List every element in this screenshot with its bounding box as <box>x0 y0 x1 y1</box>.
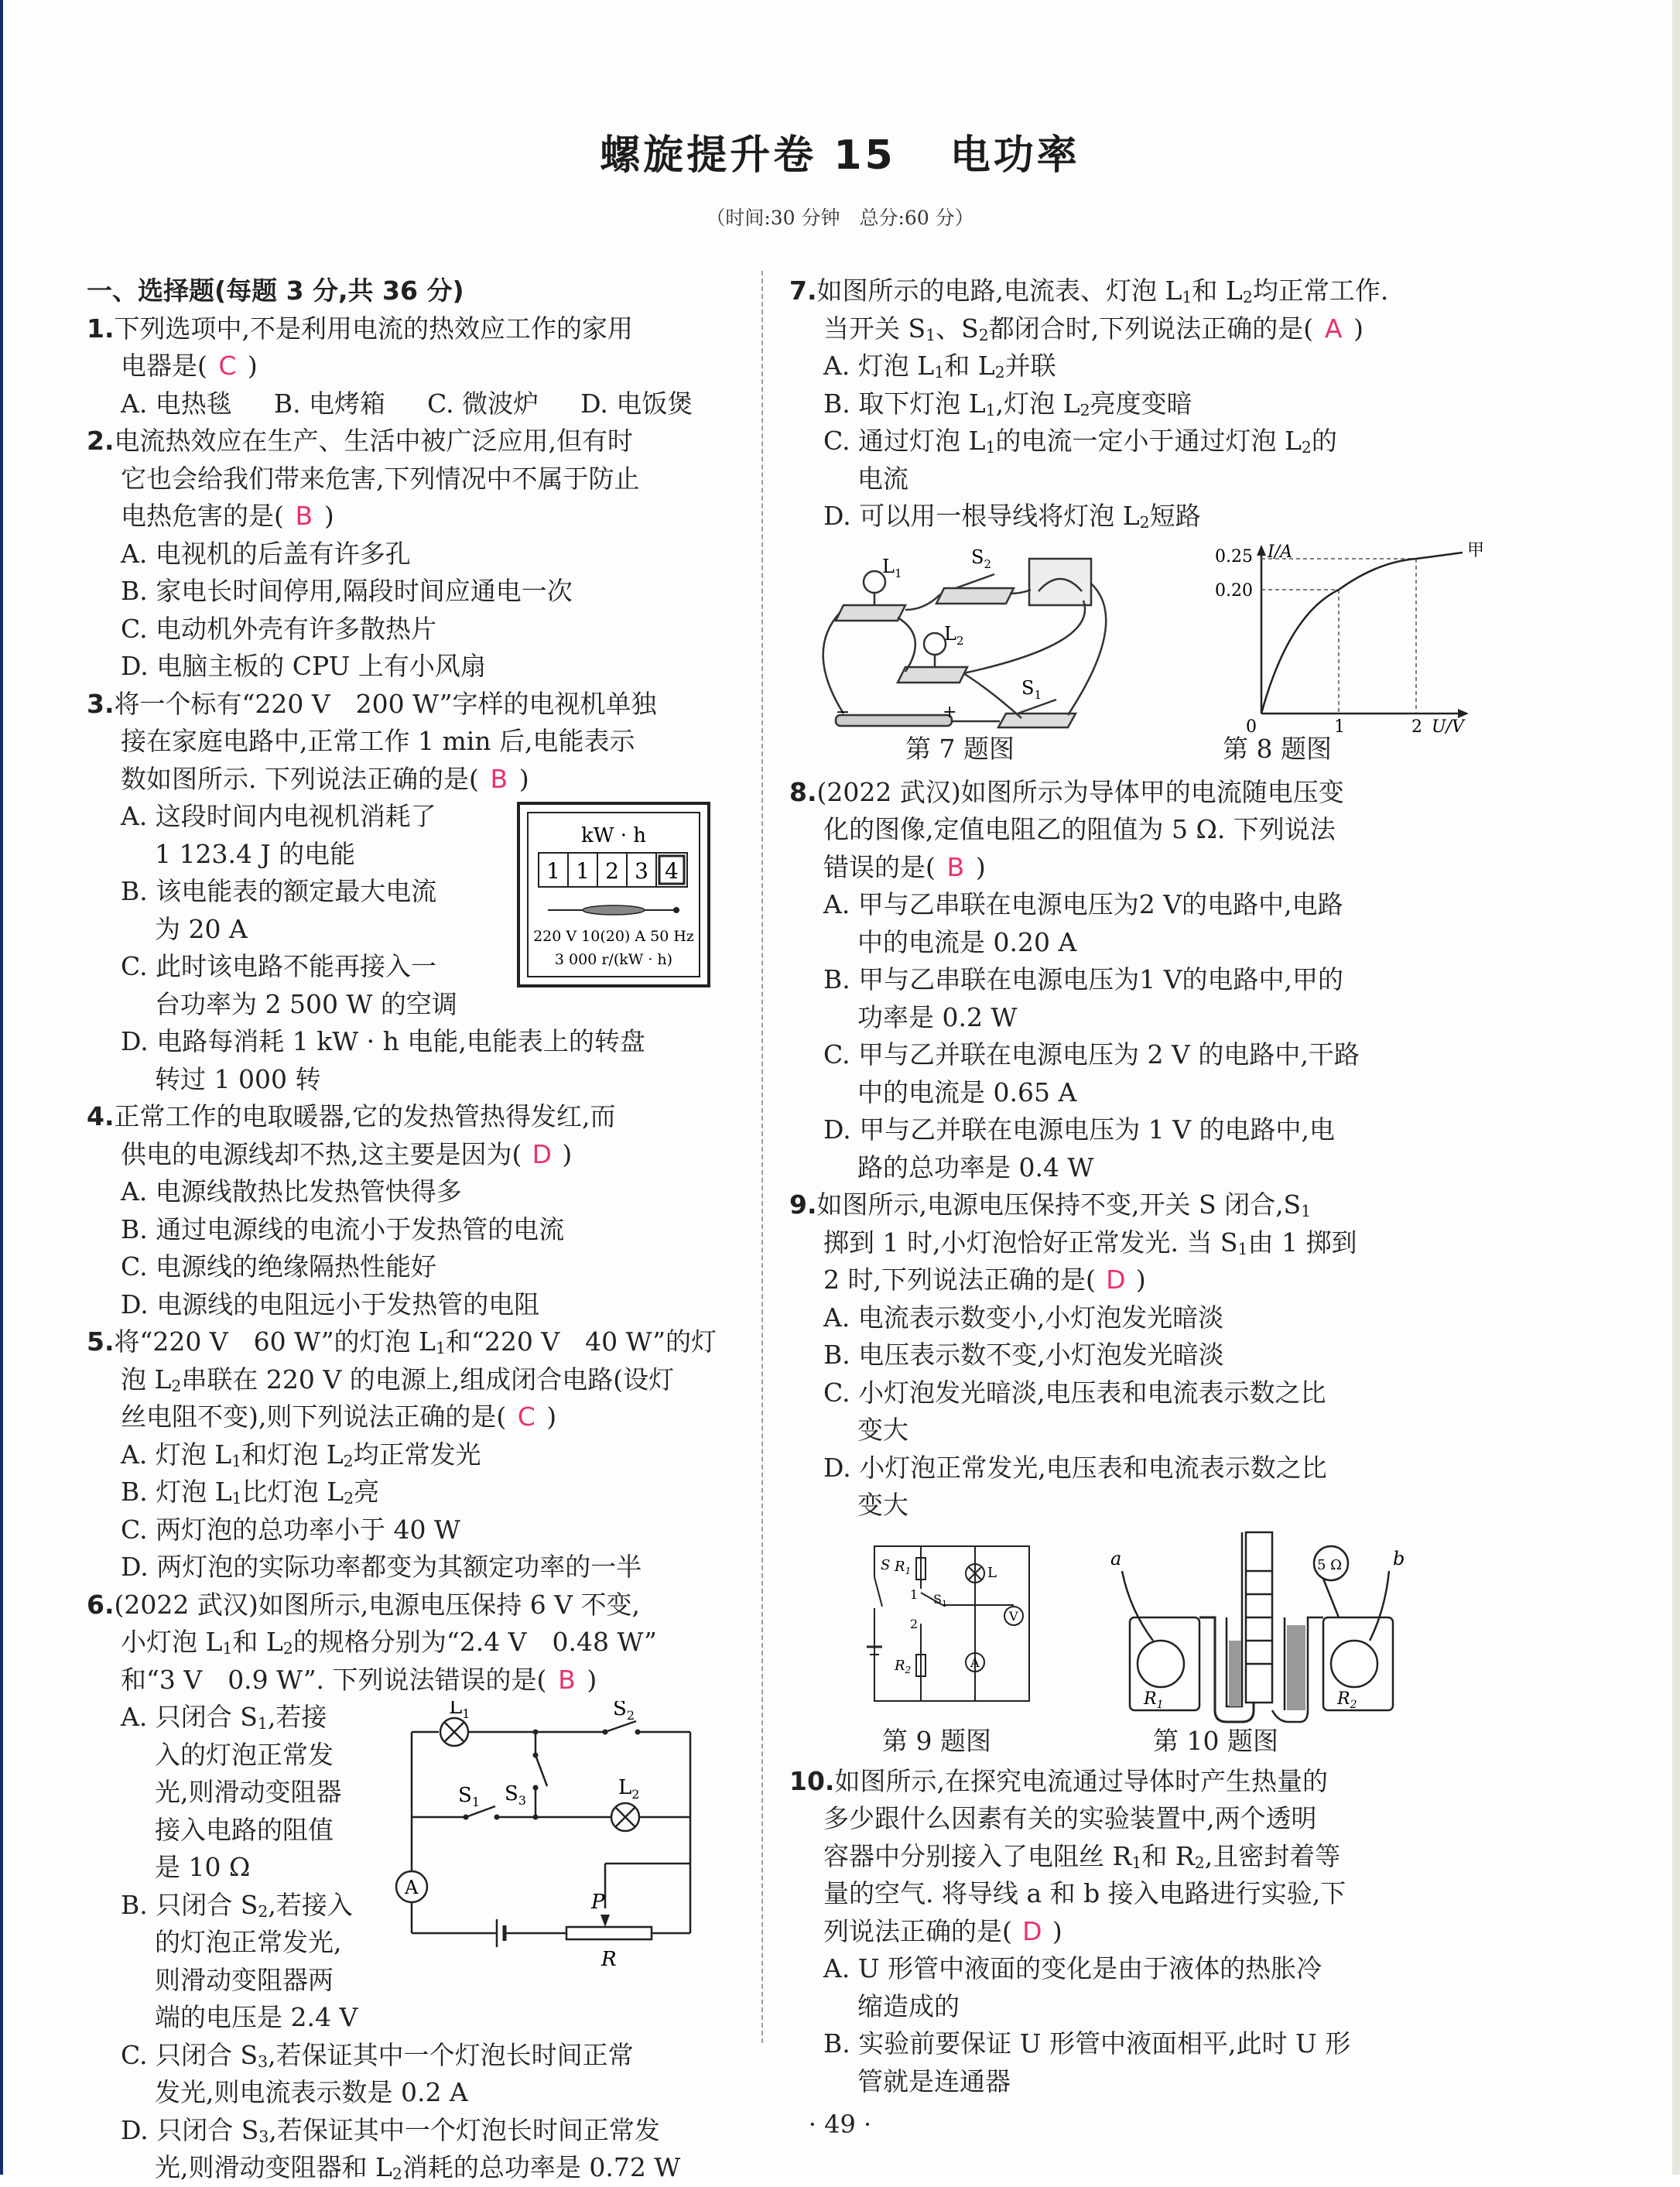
meter-digit: 3 <box>635 857 648 884</box>
origin-label: 0 <box>1246 717 1257 737</box>
label-L2: $L_2$ <box>618 1775 640 1802</box>
label-S1: $S_1$ <box>458 1783 480 1809</box>
label-P: P <box>591 1890 605 1914</box>
fig8-caption: 第 8 题图 <box>1223 733 1332 764</box>
x-tick-label: 2 <box>1411 717 1422 737</box>
fig7-label-S1: $S_1$ <box>1021 676 1042 702</box>
fig10-label-R1: $R_1$ <box>1144 1689 1164 1711</box>
meter-digit: 2 <box>605 857 619 884</box>
question-2: 2.电流热效应在生产、生活中被广泛应用,但有时 它也会给我们带来危害,下列情况中不属于防止 电热危害的是( B ) A. 电视机的后盖有许多孔 B. 家电长时间停用,隔段时间应通电一次 C. 电动机外壳有许多散热片 D. 电脑主板的 CPU 上有小风扇 <box>87 426 640 681</box>
figures-7-8 <box>789 536 1571 774</box>
fig8-chart <box>1207 536 1486 737</box>
battery-minus: − <box>836 702 850 722</box>
y-tick-label: 0.25 <box>1215 546 1253 566</box>
label-L1: $L_1$ <box>449 1700 470 1721</box>
fig10-label-b: b <box>1393 1547 1405 1569</box>
fig9-caption: 第 9 题图 <box>882 1725 991 1756</box>
column-divider <box>761 271 763 2043</box>
question-5: 5.将“220 V 60 W”的灯泡 $L_1$和“220 V 40 W”的灯 泡 $L_2$串联在 220 V 的电源上,组成闭合电路(设灯 丝电阻不变),则下列说法正确的是( C ) A. 灯泡 $L_1$和灯泡 $L_2$均正常发光 B. 灯泡 $L_1$比灯泡 $L_2$亮 C. 两灯泡的总功率小于 40 W D. 两灯泡的实际功率都变为其额定功率的一半 <box>87 1326 717 1582</box>
energy-meter-figure <box>517 802 710 987</box>
fig7-label-L2: $L_2$ <box>944 622 964 648</box>
page-title: 螺旋提升卷 15 电功率 <box>600 132 1080 179</box>
answer-9: D <box>1106 1265 1126 1295</box>
ammeter-icon: A <box>405 1876 419 1898</box>
question-6: 6.(2022 武汉)如图所示,电源电压保持 6 V 不变, 小灯泡 $L_1$和 $L_2$的规格分别为“2.4 V 0.48 W” 和“3 V 0.9 W”. 下列说法错误的是( B ) A. 只闭合 $S_1$,若接 入的灯泡正常发 光,则滑动变阻器 接入电路的阻值 是 10 Ω B. 只闭合 $S_2$,若接入 的灯泡正常发光, 则滑动变阻器两 端的电压是 2.4 V C. 只闭合 $S_3$,若保证其中一个灯泡长时间正常 发光,则电流表示数是 0.2 A D. 只闭合 $S_3$,若保证其中一个灯泡长时间正常发 光,则滑动变阻器和 $L_2$消耗的总功率是 0.72 W $L_1$ $S_2$ $S_1$ $S_3$ $L_2$ A P R <box>87 1586 744 2187</box>
fig10-label-R2: $R_2$ <box>1337 1689 1357 1711</box>
series-line-甲 <box>1261 553 1463 714</box>
meter-revs: 3 000 r/(kW · h) <box>554 950 673 968</box>
fig10-label-a: a <box>1110 1547 1122 1569</box>
answer-10: D <box>1022 1915 1042 1946</box>
fig9-label-2: 2 <box>910 1616 919 1631</box>
voltmeter-icon: V <box>1009 1608 1018 1624</box>
fig10-liquid-right <box>1287 1625 1305 1710</box>
right-column <box>789 272 1571 2100</box>
fig9-label-R1: $R_1$ <box>895 1558 912 1576</box>
fig9-circuit-drawing <box>859 1531 1045 1716</box>
label-S3: $S_3$ <box>505 1781 526 1808</box>
question-10: 10.如图所示,在探究电流通过导体时产生热量的 多少跟什么因素有关的实验装置中,两个透明 容器中分别接入了电阻丝 $R_1$和 $R_2$,且密封着等 量的空气. 将导线 a 和 b 接入电路进行实验,下 列说法正确的是( D ) A. U 形管中液面的变化是由于液体的热胀冷 缩造成的 B. 实验前要保证 U 形管中液面相平,此时 U 形 管就是连通器 <box>789 1765 1351 2096</box>
y-tick-label: 0.20 <box>1215 580 1253 601</box>
fig10-label-5ohm: 5 Ω <box>1317 1556 1343 1573</box>
meter-unit: kW · h <box>580 823 647 847</box>
y-axis-label: I/A <box>1268 542 1292 562</box>
fig7-caption: 第 7 题图 <box>905 733 1015 764</box>
fig9-label-S: S <box>881 1556 891 1573</box>
page-edge-shadow <box>1672 0 1680 2175</box>
guide-lines <box>1261 559 1416 714</box>
meter-digit: 1 <box>576 857 590 884</box>
fig9-label-S1: $S_1$ <box>933 1591 947 1609</box>
section-heading: 一、选择题(每题 3 分,共 36 分) <box>87 276 464 306</box>
series-label-甲: 甲 <box>1467 540 1485 560</box>
answer-6: B <box>558 1664 576 1695</box>
figures-9-10 <box>789 1525 1571 1763</box>
meter-digit: 4 <box>665 857 679 884</box>
q6-circuit-figure <box>388 1701 713 2003</box>
label-R: R <box>601 1947 617 1971</box>
exam-meta: （时间:30 分钟 总分:60 分） <box>706 207 974 229</box>
meter-spec: 220 V 10(20) A 50 Hz <box>533 927 694 945</box>
binding-spine <box>0 0 3 2175</box>
meter-digit: 1 <box>546 857 560 884</box>
ammeter-icon: A <box>970 1655 980 1670</box>
answer-7: A <box>1324 313 1343 344</box>
fig9-label-1: 1 <box>910 1586 919 1602</box>
fig7-label-L1: $L_1$ <box>882 555 902 580</box>
left-column <box>87 272 744 2187</box>
question-8: 8.(2022 武汉)如图所示为导体甲的电流随电压变 化的图像,定值电阻乙的阻值为 5 Ω. 下列说法 错误的是( B ) A. 甲与乙串联在电源电压为2 V的电路中,电路 中的电流是 0.20 A B. 甲与乙串联在电源电压为1 V的电路中,甲的 功率是 0.2 W C. 甲与乙并联在电源电压为 2 V 的电路中,干路 中的电流是 0.65 A D. 甲与乙并联在电源电压为 1 V 的电路中,电 路的总功率是 0.4 W <box>789 776 1360 1182</box>
fig10-liquid-left <box>1229 1641 1241 1706</box>
answer-1: C <box>218 351 237 381</box>
fig9-label-R2: $R_2$ <box>895 1657 912 1675</box>
answer-4: D <box>532 1138 553 1169</box>
question-9: 9.如图所示,电源电压保持不变,开关 S 闭合$,S_1$ 掷到 1 时,小灯泡恰好正常发光. 当 $S_1$由 1 掷到 2 时,下列说法正确的是( D ) A. 电流表示数变小,小灯泡发光暗淡 B. 电压表示数不变,小灯泡发光暗淡 C. 小灯泡发光暗淡,电压表和电流表示数之比 变大 D. 小灯泡正常发光,电压表和电流表示数之比 变大 <box>789 1189 1357 1520</box>
fig10-apparatus-drawing <box>1099 1525 1424 1734</box>
options-1: A. 电热毯 B. 电烤箱 C. 微波炉 D. 电饭煲 <box>121 388 693 419</box>
energy-meter-drawing <box>517 802 710 987</box>
fig10-caption: 第 10 题图 <box>1153 1725 1278 1756</box>
page-number: · 49 · <box>808 2110 872 2139</box>
label-S2: $S_2$ <box>613 1700 635 1723</box>
x-axis-label: U/V <box>1432 717 1464 737</box>
x-tick-label: 1 <box>1334 717 1345 737</box>
fig9-label-L: L <box>987 1564 997 1581</box>
question-1: 1.下列选项中,不是利用电流的热效应工作的家用 电器是( C ) A. 电热毯 B. 电烤箱 C. 微波炉 D. 电饭煲 <box>87 310 744 423</box>
question-7: 7.如图所示的电路,电流表、灯泡 $L_1$和 $L_2$均正常工作. 当开关 $S_1$、$S_2$都闭合时,下列说法正确的是( A ) A. 灯泡 $L_1$和 $L_2$并联 B. 取下灯泡 $L_1$,灯泡 $L_2$亮度变暗 C. 通过灯泡 $L_1$的电流一定小于通过灯泡 $L_2$的 电流 D. 可以用一根导线将灯泡 $L_2$短路 <box>789 276 1389 532</box>
answer-2: B <box>295 501 313 531</box>
fig7-label-S2: $S_2$ <box>971 546 991 571</box>
q6-circuit-drawing <box>388 1701 713 2003</box>
answer-8: B <box>946 851 965 882</box>
question-3: 3.将一个标有“220 V 200 W”字样的电视机单独 接在家庭电路中,正常工作 1 min 后,电能表示 数如图所示. 下列说法正确的是( B ) A. 这段时间内电视机消耗了 1 123.4 J 的电能 B. 该电能表的额定最大电流 为 20 A C. 此时该电路不能再接入一 台功率为 2 500 W 的空调 D. 电路每消耗 1 kW · h 电能,电能表上的转盘 转过 1 000 转 kW · h 1 1 2 3 4 220 V 10(20) A 50 Hz 3 000 r/(kW · h) <box>87 686 744 1099</box>
question-4: 4.正常工作的电取暖器,它的发热管热得发红,而 供电的电源线却不热,这主要是因为( D ) A. 电源线散热比发热管快得多 B. 通过电源线的电流小于发热管的电流 C. 电源线的绝缘隔热性能好 D. 电源线的电阻远小于发热管的电阻 <box>87 1101 616 1319</box>
answer-5: C <box>517 1402 535 1432</box>
answer-3: B <box>490 763 508 794</box>
battery-plus: + <box>943 702 957 722</box>
